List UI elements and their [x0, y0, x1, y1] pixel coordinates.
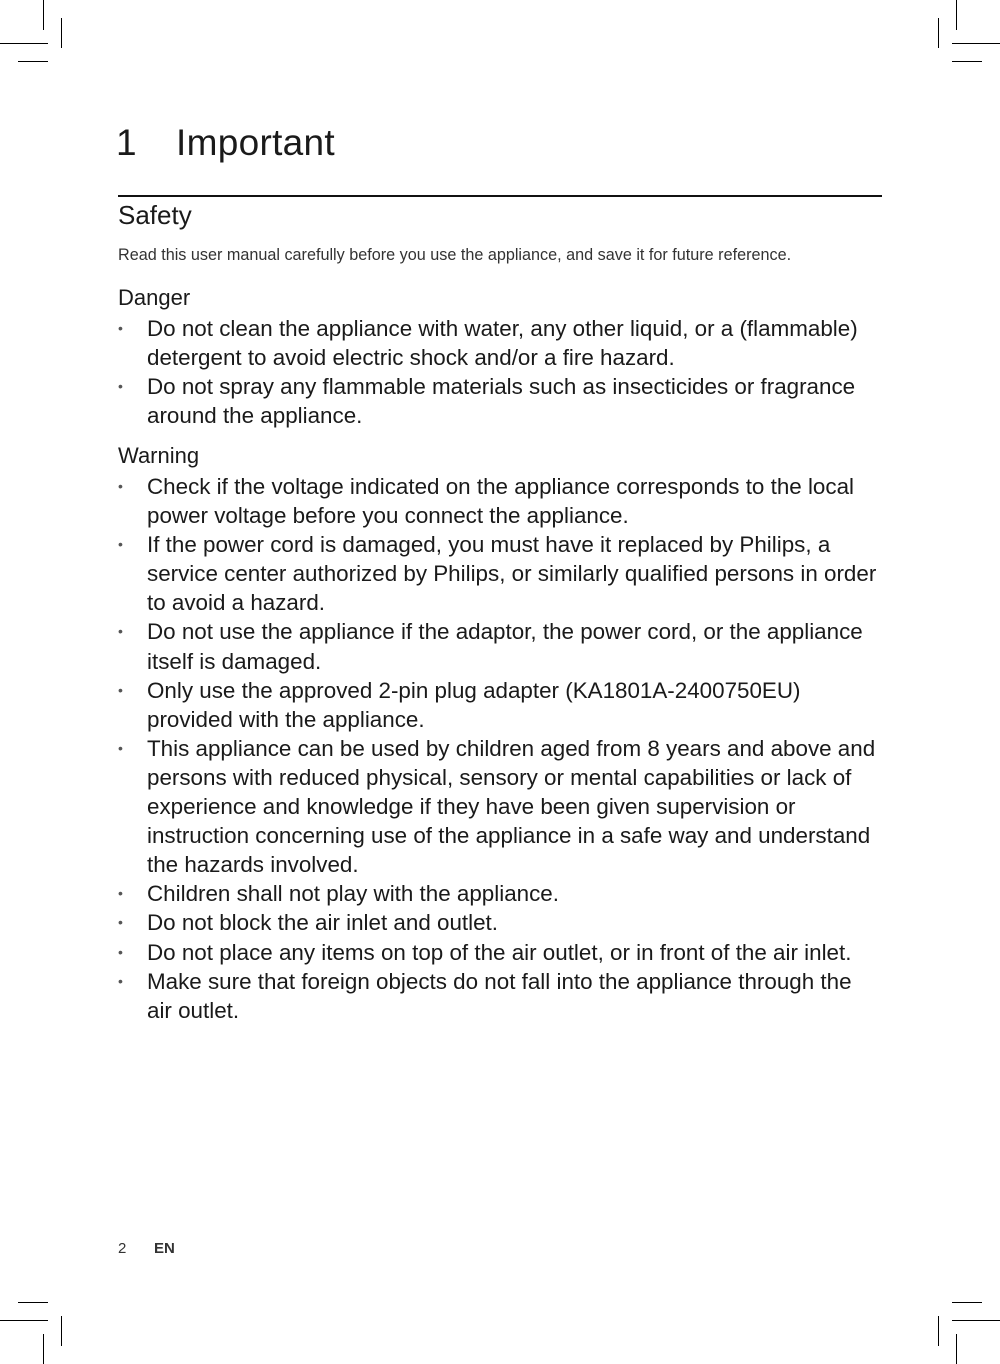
bullet-icon: • [118, 885, 123, 902]
list-item-text: If the power cord is damaged, you must have it replaced by Philips, a service center authorized by Philips, or similarly qualified persons in order to avoid a hazard. [147, 532, 877, 616]
bullet-icon: • [118, 943, 123, 960]
bullet-icon: • [118, 972, 123, 989]
list-item [118, 676, 878, 734]
danger-block [118, 284, 878, 430]
bullet-icon: • [118, 914, 123, 931]
chapter-heading [116, 122, 335, 164]
list-item-text: Make sure that foreign objects do not fall into the appliance through the air outlet. [147, 968, 852, 1023]
crop-mark [952, 1320, 1000, 1321]
list-item-text: Children shall not play with the appliance. [147, 881, 559, 907]
list-item [118, 908, 878, 937]
bullet-icon: • [118, 478, 123, 494]
crop-mark [61, 1316, 62, 1346]
list-item-text: Do not use the appliance if the adaptor, the power cord, or the appliance itself is damaged. [147, 619, 863, 674]
warning-block [118, 442, 878, 1025]
crop-mark [956, 0, 957, 30]
section-intro: Read this user manual carefully before you use the appliance, and save it for future reference. [118, 246, 792, 264]
crop-mark [952, 1302, 982, 1303]
crop-mark [0, 43, 48, 44]
list-item [118, 938, 878, 967]
list-item [118, 967, 878, 1025]
list-item-text: Do not block the air inlet and outlet. [147, 910, 499, 936]
section-divider [118, 195, 882, 197]
crop-mark [938, 18, 939, 48]
page-number: 2 [118, 1240, 127, 1257]
crop-mark [952, 61, 982, 62]
bullet-icon: • [118, 536, 123, 553]
warning-heading: Warning [118, 443, 200, 468]
crop-mark [0, 1320, 48, 1321]
crop-mark [43, 1334, 44, 1364]
crop-mark [938, 1316, 939, 1346]
crop-mark [43, 0, 44, 30]
bullet-icon: • [118, 739, 123, 756]
language-code: EN [154, 1240, 175, 1257]
list-item-text: Check if the voltage indicated on the appliance corresponds to the local power voltage before you connect the appliance. [147, 474, 854, 529]
bullet-icon: • [118, 623, 123, 640]
list-item [118, 314, 878, 372]
warning-list [118, 472, 878, 1025]
bullet-icon: • [118, 681, 123, 698]
list-item-text: Do not place any items on top of the air outlet, or in front of the air inlet. [147, 939, 852, 965]
crop-mark [18, 1302, 48, 1303]
crop-mark [61, 18, 62, 48]
danger-list [118, 314, 878, 430]
page-footer [118, 1240, 175, 1257]
list-item [118, 617, 878, 675]
crop-mark [18, 61, 48, 62]
section-title: Safety [118, 200, 192, 230]
list-item-text: Do not spray any flammable materials such as insecticides or fragrance around the appliance. [147, 374, 856, 429]
list-item [118, 472, 878, 530]
list-item-text: Only use the approved 2-pin plug adapter (KA1801A-2400750EU) provided with the appliance. [147, 677, 801, 732]
list-item [118, 530, 878, 617]
list-item [118, 879, 878, 908]
list-item [118, 734, 878, 879]
list-item-text: This appliance can be used by children aged from 8 years and above and persons with reduced physical, sensory or mental capabilities or lack of experience and knowledge if they have been given supervision or instruction concerning use of the appliance in a safe way and understand the hazards involved. [147, 735, 876, 878]
danger-heading: Danger [118, 285, 191, 310]
list-item-text: Do not clean the appliance with water, any other liquid, or a (flammable) detergent to avoid electric shock and/or a fire hazard. [147, 316, 858, 371]
chapter-title: Important [176, 122, 335, 163]
chapter-number: 1 [116, 122, 137, 163]
bullet-icon: • [118, 320, 123, 336]
bullet-icon: • [118, 378, 123, 395]
list-item [118, 372, 878, 430]
crop-mark [956, 1334, 957, 1364]
crop-mark [952, 43, 1000, 44]
